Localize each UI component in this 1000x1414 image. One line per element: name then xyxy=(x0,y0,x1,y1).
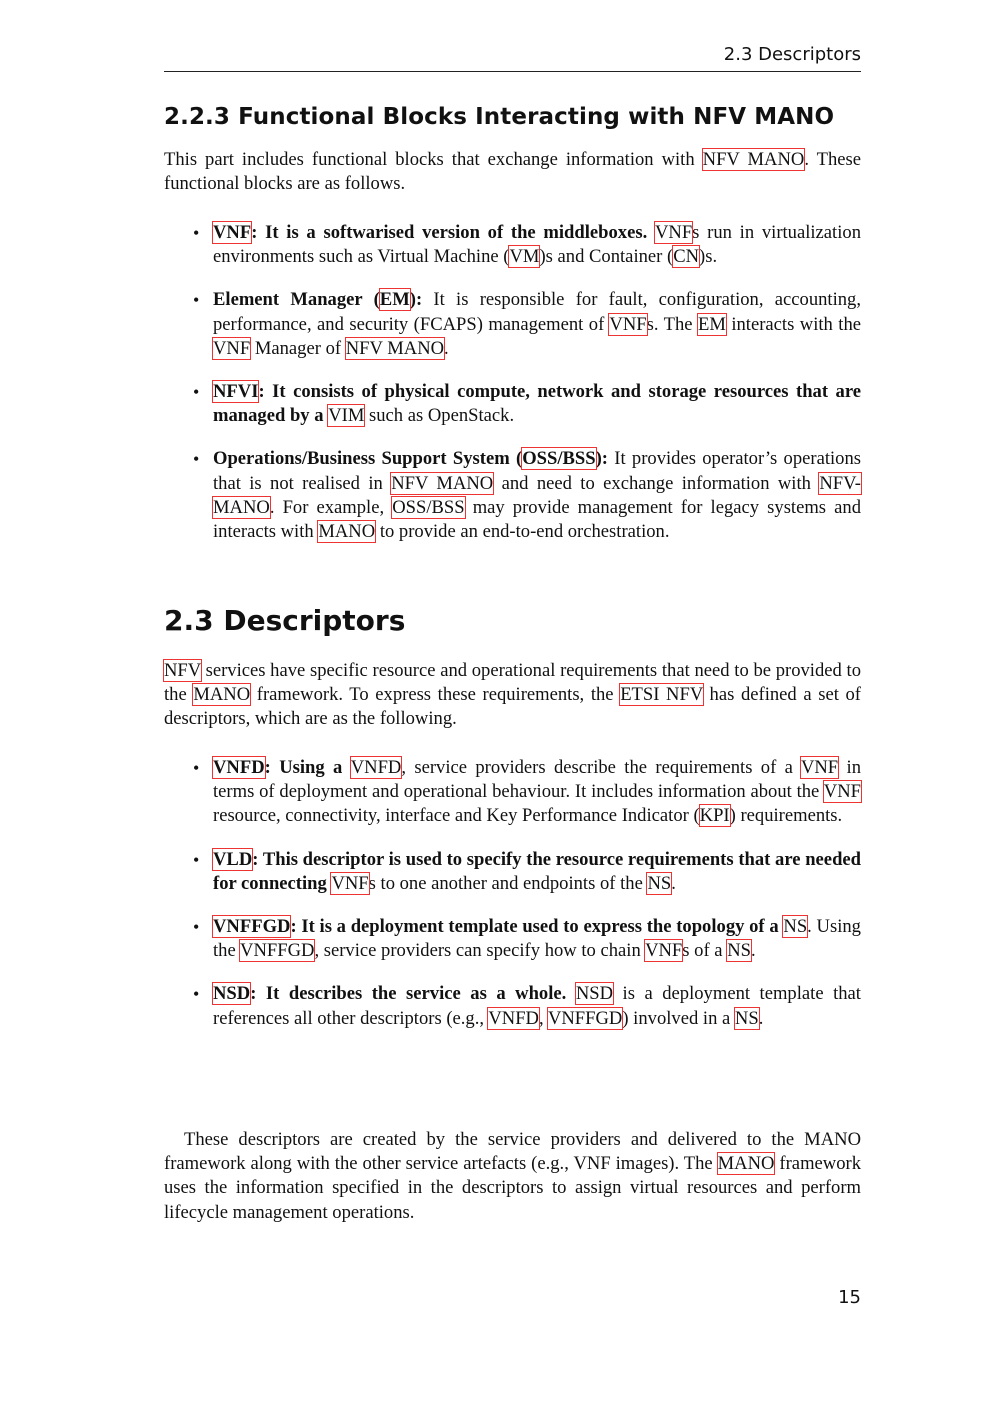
ref-link[interactable]: EM xyxy=(379,289,410,311)
list-item: • VNFFGD: It is a deployment template used to express the topology of a NS. Using the VNFFGD, service providers can specify how to chain VNFs of a NS. xyxy=(164,915,861,963)
ref-link[interactable]: NFV-MANO xyxy=(213,472,861,518)
descriptors-list xyxy=(164,756,861,1050)
ref-link[interactable]: NFV MANO xyxy=(345,337,445,359)
ref-link[interactable]: VNF xyxy=(654,222,693,243)
ref-link[interactable]: MANO xyxy=(193,684,251,706)
functional-blocks-list xyxy=(164,221,861,563)
ref-link[interactable]: NFVI xyxy=(213,381,259,403)
list-item: • Element Manager (EM): It is responsible for fault, configuration, accounting, performance, and security (FCAPS) management of VNFs. The EM interacts with the VNF Manager of NFV MANO. xyxy=(164,288,861,361)
ref-link[interactable]: VIM xyxy=(328,405,365,427)
ref-link[interactable]: VM xyxy=(509,246,540,268)
ref-link[interactable]: OSS/BSS xyxy=(392,496,465,518)
ref-link[interactable]: VNF xyxy=(645,940,683,962)
header-rule xyxy=(164,71,861,72)
ref-link[interactable]: NFV MANO xyxy=(702,149,805,170)
ref-link[interactable]: VNFFGD xyxy=(213,916,291,938)
ref-link[interactable]: VNF xyxy=(609,313,647,335)
list-item: • VNFD: Using a VNFD, service providers describe the requirements of a VNF in terms of deployment and operational behaviour. It includes information about the VNF resource, connectivity, interface and Key Performance Indicator (KPI) requirements. xyxy=(164,756,861,829)
ref-link[interactable]: OSS/BSS xyxy=(522,448,596,470)
list-item: • NFVI: It consists of physical compute, network and storage resources that are managed by a VIM such as OpenStack. xyxy=(164,380,861,428)
ref-link[interactable]: VNF xyxy=(213,337,251,359)
ref-link[interactable]: VNF xyxy=(800,757,839,778)
ref-link[interactable]: VNF xyxy=(213,222,252,243)
ref-link[interactable]: VNFFGD xyxy=(547,1007,623,1029)
subsection-title: 2.2.3 Functional Blocks Interacting with NFV MANO xyxy=(164,104,835,130)
ref-link[interactable]: NSD xyxy=(575,983,614,1005)
page-number: 15 xyxy=(838,1287,861,1308)
ref-link[interactable]: MANO xyxy=(318,521,376,543)
list-item: • NSD: It describes the service as a whole. NSD is a deployment template that references all other descriptors (e.g., VNFD, VNFFGD) involved in a NS. xyxy=(164,982,861,1030)
ref-link[interactable]: NFV MANO xyxy=(391,472,494,494)
ref-link[interactable]: NSD xyxy=(213,983,251,1005)
list-item: • VLD: This descriptor is used to specify the resource requirements that are needed for connecting VNFs to one another and endpoints of the NS. xyxy=(164,848,861,896)
ref-link[interactable]: NS xyxy=(727,940,751,962)
section-intro: NFV services have specific resource and operational requirements that need to be provided to the MANO framework. To express these requirements, the ETSI NFV has defined a set of descriptors, which are as the following. xyxy=(164,660,861,730)
ref-link[interactable]: VNFD xyxy=(213,757,265,778)
subsection-intro: This part includes functional blocks that exchange information with NFV MANO. These functional blocks are as follows. xyxy=(164,149,862,195)
ref-link[interactable]: NS xyxy=(734,1007,759,1029)
running-header: 2.3 Descriptors xyxy=(723,44,861,65)
ref-link[interactable]: NS xyxy=(783,916,808,938)
closing-paragraph: These descriptors are created by the service providers and delivered to the MANO framework along with the other service artefacts (e.g., VNF images). The MANO framework uses the information specified in the descriptors to assign virtual resources and perform lifecycle management operations. xyxy=(164,1129,861,1223)
ref-link[interactable]: NS xyxy=(647,872,672,894)
ref-link[interactable]: VNF xyxy=(331,872,369,894)
section-title: 2.3 Descriptors xyxy=(164,604,406,637)
ref-link[interactable]: NFV xyxy=(164,660,201,681)
ref-link[interactable]: VNFD xyxy=(350,757,402,778)
ref-link[interactable]: CN xyxy=(673,246,700,268)
ref-link[interactable]: VNFD xyxy=(488,1007,539,1029)
ref-link[interactable]: VNF xyxy=(823,781,861,803)
ref-link[interactable]: ETSI NFV xyxy=(620,684,703,706)
list-item: • Operations/Business Support System (OSS/BSS): It provides operator’s operations that is not realised in NFV MANO and need to exchange information with NFV-MANO. For example, OSS/BSS may provide management for legacy systems and interacts with MANO to provide an end-to-end orchestration. xyxy=(164,447,861,544)
list-item: • VNF: It is a softwarised version of the middleboxes. VNFs run in virtualization environments such as Virtual Machine (VM)s and Container (CN)s. xyxy=(164,221,861,269)
ref-link[interactable]: EM xyxy=(697,313,726,335)
ref-link[interactable]: VLD xyxy=(213,848,253,870)
ref-link[interactable]: VNFFGD xyxy=(240,940,315,962)
ref-link[interactable]: KPI xyxy=(699,805,730,827)
ref-link[interactable]: MANO xyxy=(717,1153,775,1175)
